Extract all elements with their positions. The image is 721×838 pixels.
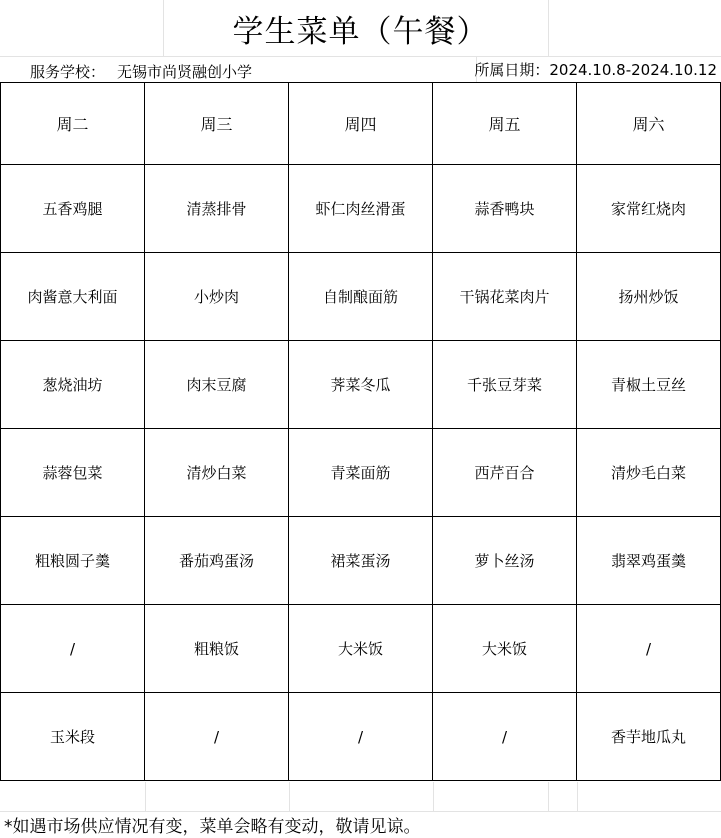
footnote: *如遇市场供应情况有变，菜单会略有变动，敬请见谅。 bbox=[4, 817, 421, 837]
school-info bbox=[30, 61, 252, 82]
menu-cell: / bbox=[1, 605, 145, 693]
table-row bbox=[1, 693, 721, 781]
menu-cell: 清炒白菜 bbox=[145, 429, 289, 517]
menu-cell: 西芹百合 bbox=[433, 429, 577, 517]
day-header: 周六 bbox=[577, 83, 721, 165]
header-row bbox=[1, 83, 721, 165]
menu-cell: / bbox=[433, 693, 577, 781]
table-row bbox=[1, 253, 721, 341]
menu-cell: 虾仁肉丝滑蛋 bbox=[289, 165, 433, 253]
menu-cell: 大米饭 bbox=[433, 605, 577, 693]
menu-cell: 裙菜蛋汤 bbox=[289, 517, 433, 605]
day-header: 周四 bbox=[289, 83, 433, 165]
school-label: 服务学校： bbox=[30, 63, 106, 81]
menu-cell: 蒜蓉包菜 bbox=[1, 429, 145, 517]
menu-cell: 青椒土豆丝 bbox=[577, 341, 721, 429]
menu-cell: 扬州炒饭 bbox=[577, 253, 721, 341]
menu-cell: 葱烧油坊 bbox=[1, 341, 145, 429]
day-header: 周五 bbox=[433, 83, 577, 165]
menu-cell: 香芋地瓜丸 bbox=[577, 693, 721, 781]
info-row bbox=[0, 57, 721, 82]
day-header: 周三 bbox=[145, 83, 289, 165]
menu-cell: 肉酱意大利面 bbox=[1, 253, 145, 341]
table-row bbox=[1, 517, 721, 605]
table-row bbox=[1, 165, 721, 253]
menu-cell: 玉米段 bbox=[1, 693, 145, 781]
menu-cell: 干锅花菜肉片 bbox=[433, 253, 577, 341]
menu-cell: 粗粮圆子羹 bbox=[1, 517, 145, 605]
menu-cell: 清炒毛白菜 bbox=[577, 429, 721, 517]
menu-cell: 翡翠鸡蛋羹 bbox=[577, 517, 721, 605]
menu-cell: / bbox=[289, 693, 433, 781]
menu-cell: / bbox=[145, 693, 289, 781]
page-title: 学生菜单（午餐） bbox=[232, 13, 489, 50]
menu-cell: 蒜香鸭块 bbox=[433, 165, 577, 253]
date-range: 2024.10.8-2024.10.12 bbox=[549, 61, 717, 79]
menu-cell: 小炒肉 bbox=[145, 253, 289, 341]
menu-cell: 自制酿面筋 bbox=[289, 253, 433, 341]
menu-cell: / bbox=[577, 605, 721, 693]
day-header: 周二 bbox=[1, 83, 145, 165]
school-name: 无锡市尚贤融创小学 bbox=[117, 63, 253, 81]
table-row bbox=[1, 341, 721, 429]
menu-cell: 肉末豆腐 bbox=[145, 341, 289, 429]
menu-cell: 家常红烧肉 bbox=[577, 165, 721, 253]
menu-cell: 大米饭 bbox=[289, 605, 433, 693]
menu-cell: 青菜面筋 bbox=[289, 429, 433, 517]
menu-cell: 粗粮饭 bbox=[145, 605, 289, 693]
date-info bbox=[474, 59, 717, 80]
menu-cell: 五香鸡腿 bbox=[1, 165, 145, 253]
table-row bbox=[1, 605, 721, 693]
date-label: 所属日期： bbox=[474, 61, 550, 79]
menu-cell: 清蒸排骨 bbox=[145, 165, 289, 253]
menu-cell: 荠菜冬瓜 bbox=[289, 341, 433, 429]
menu-cell: 千张豆芽菜 bbox=[433, 341, 577, 429]
table-row bbox=[1, 429, 721, 517]
menu-table bbox=[0, 82, 721, 781]
menu-cell: 番茄鸡蛋汤 bbox=[145, 517, 289, 605]
menu-cell: 萝卜丝汤 bbox=[433, 517, 577, 605]
